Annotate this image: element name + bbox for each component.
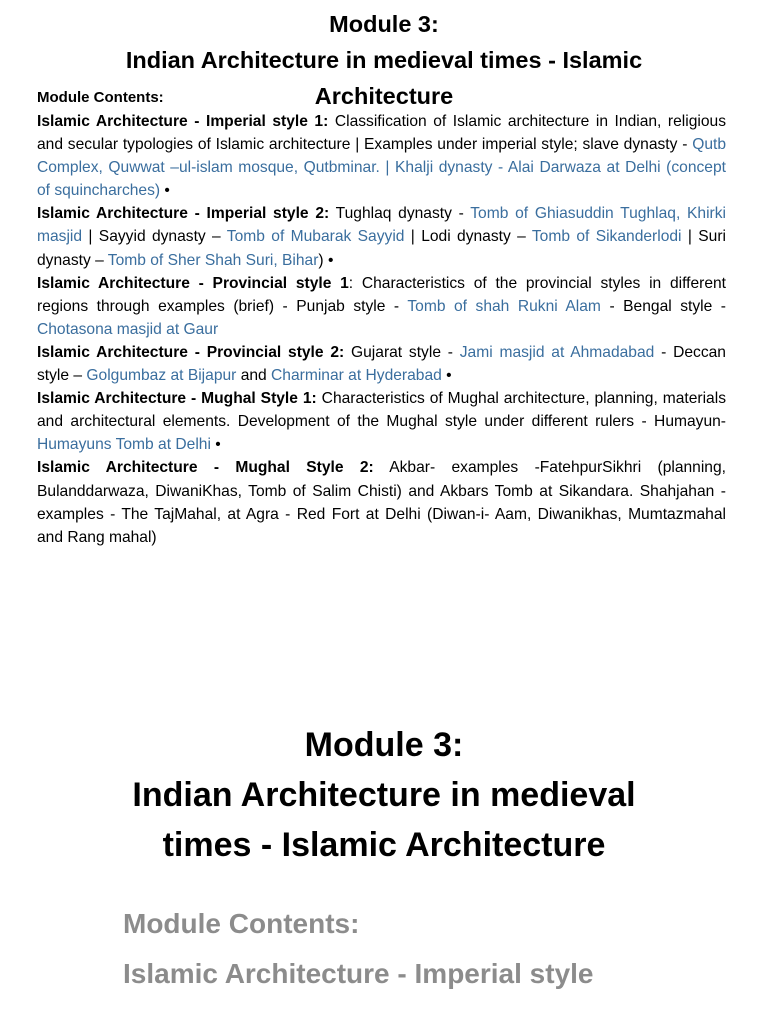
slide-2-title-line-3: times - Islamic Architecture [162,826,606,864]
example-link-text: Tomb of Ghiasuddin Tughlaq, Khirki masjid [37,205,726,246]
paragraph-heading: Islamic Architecture - Mughal Style 2: [37,459,374,477]
slide-2-contents-label: Module Contents: [123,908,360,939]
paragraph-text: • [160,182,170,200]
example-link-text: Jami masjid at Ahmadabad [459,343,655,361]
paragraph-heading: Islamic Architecture - Mughal Style 1: [37,390,317,408]
paragraph-text: : Characteristics of the provincial styles in different regions through examples (brief) - Punjab style - [37,274,727,315]
contents-paragraph [37,387,726,456]
paragraph-text: Characteristics of Mughal architecture, planning, materials and architectural elements. Development of the Mughal style under different rulers - Humayun- [37,390,726,431]
title-line-3: Architecture [314,83,454,109]
paragraph-text: • [210,436,221,454]
contents-paragraph [37,272,726,341]
paragraph-text: Classification of Islamic architecture in Indian, religious and secular typologies of Islamic architecture | Examples under imperial style; slave dynasty - [37,113,726,154]
paragraph-text: Gujarat style - [344,343,460,361]
contents-paragraph [37,110,726,202]
example-link-text: Qutb Complex, Quwwat –ul-islam mosque, Qutbminar. | Khalji dynasty - Alai Darwaza at Delhi (concept of squincharches) [37,136,726,200]
paragraph-text: | Lodi dynasty – [404,228,532,246]
contents-paragraph [37,341,726,387]
title-line-2: Indian Architecture in medieval times - Islamic [125,47,643,73]
slide-2-title-line-1: Module 3: [304,726,464,764]
paragraph-heading: Islamic Architecture - Provincial style 1 [37,274,349,292]
example-link-text: Humayuns Tomb at Delhi [37,436,211,454]
example-link-text: Golgumbaz at Bijapur [86,367,237,385]
slide-2-title [0,720,768,870]
example-link-text: Tomb of Sher Shah Suri, Bihar [107,251,319,269]
example-link-text: Tomb of shah Rukni Alam [407,297,601,315]
paragraph-text: - Bengal style - [600,297,726,315]
module-contents-body [37,110,726,549]
title-line-1: Module 3: [329,11,439,37]
paragraph-heading: Islamic Architecture - Imperial style 1: [37,113,329,130]
example-link-text: Tomb of Mubarak Sayyid [226,228,405,246]
paragraph-text: and [236,367,272,385]
paragraph-text: - Deccan style – [37,343,726,385]
example-link-text: Charminar at Hyderabad [271,367,442,385]
contents-paragraph [37,202,726,271]
paragraph-heading: Islamic Architecture - Provincial style 2: [37,343,345,361]
paragraph-text: | Suri dynasty – [37,228,726,269]
paragraph-text: | Sayyid dynasty – [82,228,227,246]
paragraph-text: Akbar- examples -FatehpurSikhri (planning, Bulanddarwaza, DiwaniKhas, Tomb of Salim Chisti) and Akbars Tomb at Sikandara. Shahjahan - examples - The TajMahal, at Agra - Red Fort at Delhi (Diwan-i- Aam, Diwanikhas, Mumtazmahal and Rang mahal) [37,459,726,546]
contents-paragraph [37,456,726,548]
paragraph-text: • [441,367,452,385]
paragraph-text: ) • [318,251,334,269]
example-link-text: Chotasona masjid at Gaur [37,320,219,338]
paragraph-text: Tughlaq dynasty - [329,205,471,223]
example-link-text: Tomb of Sikanderlodi [531,228,682,246]
paragraph-heading: Islamic Architecture - Imperial style 2: [37,205,330,223]
module-contents-label: Module Contents: [37,89,164,106]
slide-2-title-line-2: Indian Architecture in medieval [132,776,636,814]
slide-2-subtitle: Islamic Architecture - Imperial style [123,958,594,989]
